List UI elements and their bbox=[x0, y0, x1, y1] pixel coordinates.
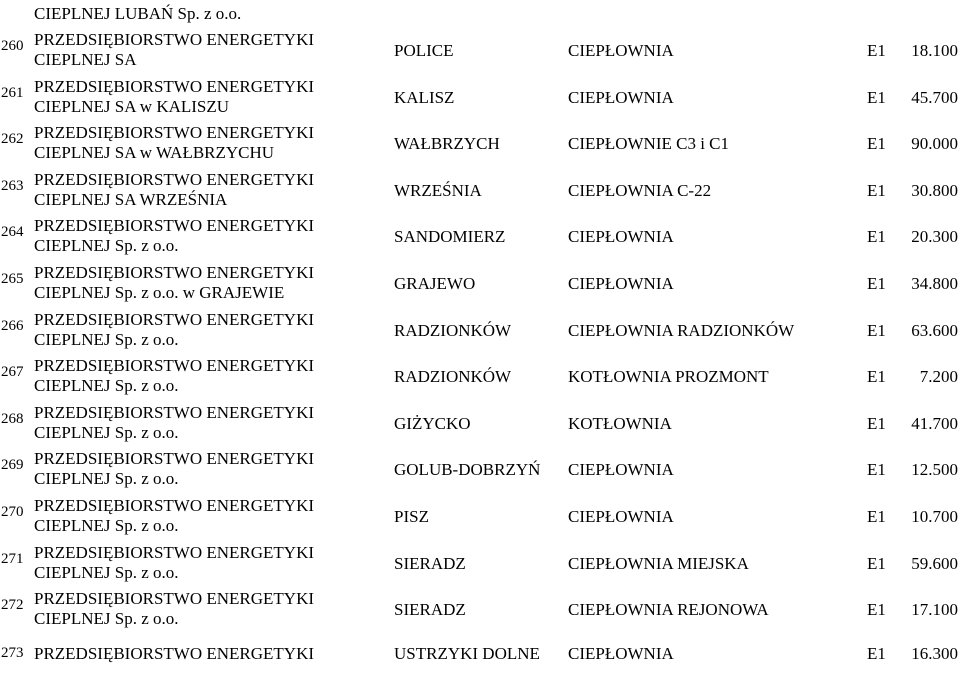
table-row bbox=[0, 123, 960, 169]
cell-op1: PRZEDSIĘBIORSTWO ENERGETYKI bbox=[34, 216, 315, 236]
cell-inst: CIEPŁOWNIA bbox=[568, 460, 674, 480]
cell-loc: WRZEŚNIA bbox=[394, 180, 482, 200]
cell-pow: 45.700 bbox=[911, 87, 958, 107]
cell-cls: E1 bbox=[867, 274, 886, 293]
cell-no: 273 bbox=[1, 644, 24, 661]
cell-inst: CIEPŁOWNIA MIEJSKA bbox=[568, 553, 749, 573]
cell-no: 263 bbox=[1, 177, 24, 194]
cell-op1: PRZEDSIĘBIORSTWO ENERGETYKI bbox=[34, 76, 315, 96]
cell-cls: E1 bbox=[867, 320, 886, 340]
cell-op2: CIEPLNEJ SA w KALISZU bbox=[34, 96, 230, 116]
cell-loc: WAŁBRZYCH bbox=[394, 134, 500, 154]
cell-loc: GIŻYCKO bbox=[394, 413, 471, 433]
cell-loc: SIERADZ bbox=[394, 553, 466, 573]
cell-pow: 12.500 bbox=[911, 460, 958, 480]
cell-inst: KOTŁOWNIA bbox=[568, 413, 672, 433]
cell-cls: E1 bbox=[867, 460, 886, 480]
cell-cls: E1 bbox=[867, 227, 886, 247]
cell-op2: CIEPLNEJ Sp. z o.o. bbox=[34, 236, 179, 256]
cell-op1: PRZEDSIĘBIORSTWO ENERGETYKI bbox=[34, 356, 315, 376]
cell-op2: CIEPLNEJ Sp. z o.o. bbox=[34, 562, 179, 582]
cell-op1: PRZEDSIĘBIORSTWO ENERGETYKI bbox=[34, 123, 315, 143]
cell-loc: SANDOMIERZ bbox=[394, 227, 506, 247]
cell-inst: CIEPŁOWNIA bbox=[568, 227, 674, 247]
table-row bbox=[0, 30, 960, 76]
cell-pow: 20.300 bbox=[911, 227, 958, 247]
cell-op1: PRZEDSIĘBIORSTWO ENERGETYKI bbox=[34, 589, 315, 609]
cell-op2: CIEPLNEJ Sp. z o.o. bbox=[34, 376, 179, 396]
cell-loc: PISZ bbox=[394, 507, 429, 526]
cell-cls: E1 bbox=[867, 643, 886, 663]
cell-no: 261 bbox=[1, 84, 24, 101]
cell-loc: SIERADZ bbox=[394, 600, 466, 620]
top-fragment: CIEPLNEJ LUBAŃ Sp. z o.o. bbox=[34, 4, 242, 23]
cell-op1: PRZEDSIĘBIORSTWO ENERGETYKI bbox=[34, 30, 315, 49]
cell-inst: CIEPŁOWNIA bbox=[568, 643, 674, 663]
cell-cls: E1 bbox=[867, 413, 886, 433]
cell-op1: PRZEDSIĘBIORSTWO ENERGETYKI bbox=[34, 309, 315, 329]
cell-pow: 41.700 bbox=[911, 413, 958, 433]
cell-op2: CIEPLNEJ SA bbox=[34, 50, 137, 69]
cell-no: 265 bbox=[1, 271, 24, 287]
cell-op2: CIEPLNEJ Sp. z o.o. bbox=[34, 422, 179, 442]
table-row bbox=[0, 403, 960, 449]
cell-op2: CIEPLNEJ Sp. z o.o. bbox=[34, 609, 179, 629]
table-row bbox=[0, 496, 960, 542]
cell-loc: USTRZYKI DOLNE bbox=[394, 643, 540, 663]
cell-cls: E1 bbox=[867, 180, 886, 200]
cell-no: 270 bbox=[1, 504, 24, 520]
cell-no: 264 bbox=[1, 224, 24, 241]
cell-cls: E1 bbox=[867, 507, 886, 526]
cell-inst: KOTŁOWNIA PROZMONT bbox=[568, 367, 769, 387]
cell-no: 266 bbox=[1, 317, 24, 334]
cell-inst: CIEPŁOWNIA RADZIONKÓW bbox=[568, 320, 795, 340]
cell-pow: 16.300 bbox=[911, 643, 958, 663]
cell-op1: PRZEDSIĘBIORSTWO ENERGETYKI bbox=[34, 402, 315, 422]
cell-op1: PRZEDSIĘBIORSTWO ENERGETYKI bbox=[34, 449, 315, 469]
cell-op2: CIEPLNEJ SA WRZEŚNIA bbox=[34, 189, 228, 209]
table-row bbox=[0, 263, 960, 309]
cell-inst: CIEPŁOWNIA bbox=[568, 87, 674, 107]
cell-pow: 30.800 bbox=[911, 180, 958, 200]
cell-pow: 90.000 bbox=[911, 134, 958, 154]
table-row bbox=[0, 636, 960, 682]
cell-loc: GRAJEWO bbox=[394, 274, 476, 293]
cell-cls: E1 bbox=[867, 87, 886, 107]
cell-pow: 17.100 bbox=[911, 600, 958, 620]
cell-cls: E1 bbox=[867, 41, 886, 60]
cell-op2: CIEPLNEJ Sp. z o.o. bbox=[34, 469, 179, 489]
cell-op2: CIEPLNEJ Sp. z o.o. bbox=[34, 329, 179, 349]
cell-op2: CIEPLNEJ Sp. z o.o. bbox=[34, 516, 179, 535]
table-row bbox=[0, 543, 960, 589]
cell-op1: PRZEDSIĘBIORSTWO ENERGETYKI bbox=[34, 542, 315, 562]
cell-op2: CIEPLNEJ SA w WAŁBRZYCHU bbox=[34, 143, 275, 163]
cell-cls: E1 bbox=[867, 367, 886, 387]
cell-no: 260 bbox=[1, 38, 24, 54]
cell-loc: POLICE bbox=[394, 41, 454, 60]
cell-op1: PRZEDSIĘBIORSTWO ENERGETYKI bbox=[34, 496, 315, 515]
cell-no: 268 bbox=[1, 410, 24, 427]
cell-loc: RADZIONKÓW bbox=[394, 367, 512, 387]
cell-pow: 18.100 bbox=[911, 41, 958, 60]
cell-op2: CIEPLNEJ Sp. z o.o. w GRAJEWIE bbox=[34, 283, 285, 302]
table-row bbox=[0, 170, 960, 216]
cell-no: 269 bbox=[1, 457, 24, 474]
cell-inst: CIEPŁOWNIA REJONOWA bbox=[568, 600, 769, 620]
cell-inst: CIEPŁOWNIA bbox=[568, 507, 674, 526]
table-row bbox=[0, 77, 960, 123]
cell-op1: PRZEDSIĘBIORSTWO ENERGETYKI bbox=[34, 169, 315, 189]
cell-pow: 10.700 bbox=[911, 507, 958, 526]
cell-no: 267 bbox=[1, 364, 24, 381]
cell-cls: E1 bbox=[867, 553, 886, 573]
cell-cls: E1 bbox=[867, 134, 886, 154]
cell-inst: CIEPŁOWNIA C-22 bbox=[568, 180, 712, 200]
cell-pow: 63.600 bbox=[911, 320, 958, 340]
cell-op1: PRZEDSIĘBIORSTWO ENERGETYKI bbox=[34, 263, 315, 282]
cell-loc: RADZIONKÓW bbox=[394, 320, 512, 340]
cell-cls: E1 bbox=[867, 600, 886, 620]
cell-inst: CIEPŁOWNIA bbox=[568, 274, 674, 293]
cell-inst: CIEPŁOWNIA bbox=[568, 41, 674, 60]
cell-no: 271 bbox=[1, 550, 24, 567]
table-row bbox=[0, 589, 960, 635]
cell-pow: 7.200 bbox=[919, 367, 958, 387]
cell-inst: CIEPŁOWNIE C3 i C1 bbox=[568, 134, 730, 154]
table-row bbox=[0, 449, 960, 495]
cell-pow: 34.800 bbox=[911, 274, 958, 293]
cell-loc: GOLUB-DOBRZYŃ bbox=[394, 460, 541, 480]
table-row bbox=[0, 216, 960, 262]
cell-op1: PRZEDSIĘBIORSTWO ENERGETYKI bbox=[34, 643, 315, 663]
cell-no: 262 bbox=[1, 131, 24, 148]
cell-loc: KALISZ bbox=[394, 87, 455, 107]
table-row bbox=[0, 356, 960, 402]
cell-pow: 59.600 bbox=[911, 553, 958, 573]
table-row bbox=[0, 310, 960, 356]
cell-no: 272 bbox=[1, 597, 24, 614]
